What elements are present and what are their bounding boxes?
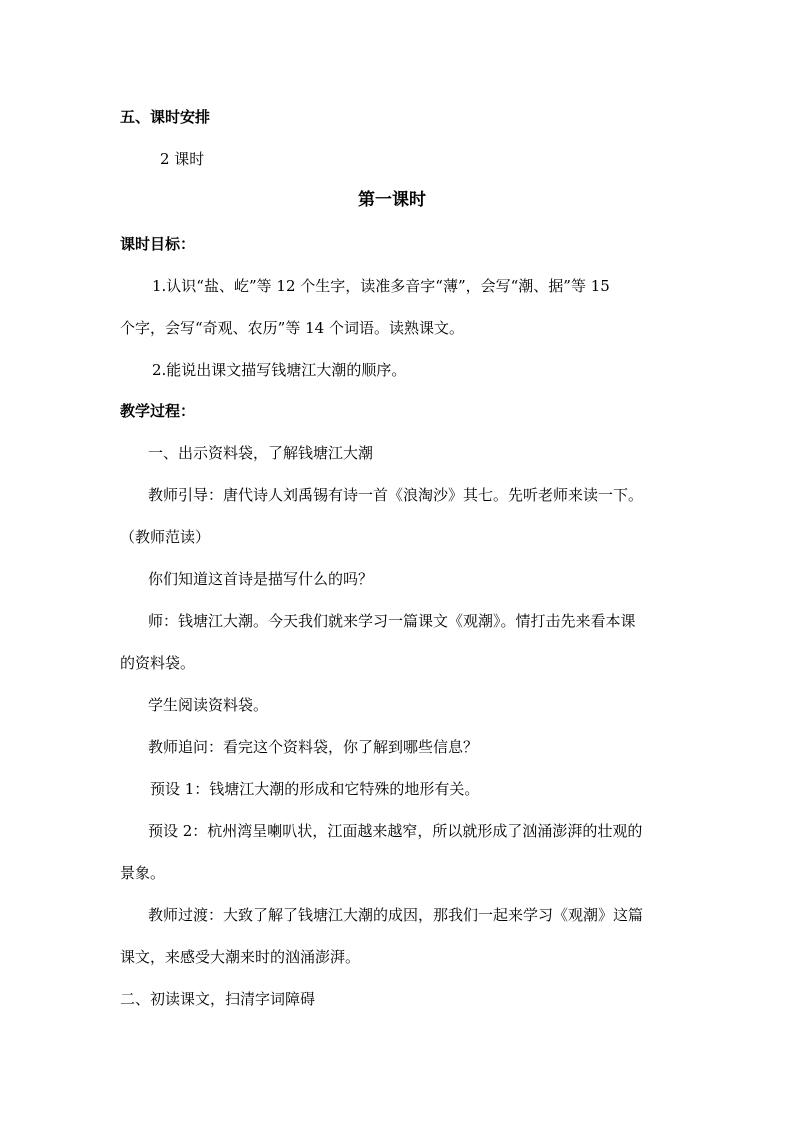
paragraph-8-line-2: 课文，来感受大潮来时的汹涌澎湃。 (120, 948, 361, 966)
paragraph-3-line-2: 的资料袋。 (120, 654, 196, 672)
paragraph-7-line-2: 景象。 (120, 864, 166, 882)
paragraph-3-line-1: 师：钱塘江大潮。今天我们就来学习一篇课文《观潮》。情打击先来看本课 (148, 612, 636, 630)
paragraph-8-line-1: 教师过渡：大致了解了钱塘江大潮的成因，那我们一起来学习《观潮》这篇 (148, 906, 644, 924)
lesson-title: 第一课时 (358, 190, 426, 210)
goal-2: 2.能说出课文描写钱塘江大潮的顺序。 (152, 361, 407, 379)
paragraph-2: 你们知道这首诗是描写什么的吗？ (148, 570, 374, 588)
step-1-heading: 一、出示资料袋，了解钱塘江大潮 (148, 444, 374, 462)
goal-1-line-1: 1.认识“盐、屹”等 12 个生字，读准多音字“薄”，会写“潮、据”等 15 (152, 277, 610, 295)
step-2-heading: 二、初读课文，扫清字词障碍 (120, 990, 316, 1008)
paragraph-1-line-1: 教师引导：唐代诗人刘禹锡有诗一首《浪淘沙》其七。先听老师来读一下。 (148, 486, 644, 504)
paragraph-7-line-1: 预设 2：杭州湾呈喇叭状，江面越来越窄，所以就形成了汹涌澎湃的壮观的 (148, 822, 643, 840)
process-heading: 教学过程： (120, 402, 196, 420)
lesson-hours: 2 课时 (160, 150, 205, 168)
paragraph-5: 教师追问：看完这个资料袋，你了解到哪些信息？ (148, 738, 479, 756)
paragraph-6: 预设 1：钱塘江大潮的形成和它特殊的地形有关。 (150, 780, 480, 798)
paragraph-1-line-2: （教师范读） (120, 528, 211, 546)
goal-1-line-2: 个字，会写“奇观、农历”等 14 个词语。读熟课文。 (120, 319, 464, 337)
section-heading: 五、课时安排 (120, 108, 211, 126)
goals-heading: 课时目标： (120, 235, 196, 253)
paragraph-4: 学生阅读资料袋。 (148, 696, 269, 714)
